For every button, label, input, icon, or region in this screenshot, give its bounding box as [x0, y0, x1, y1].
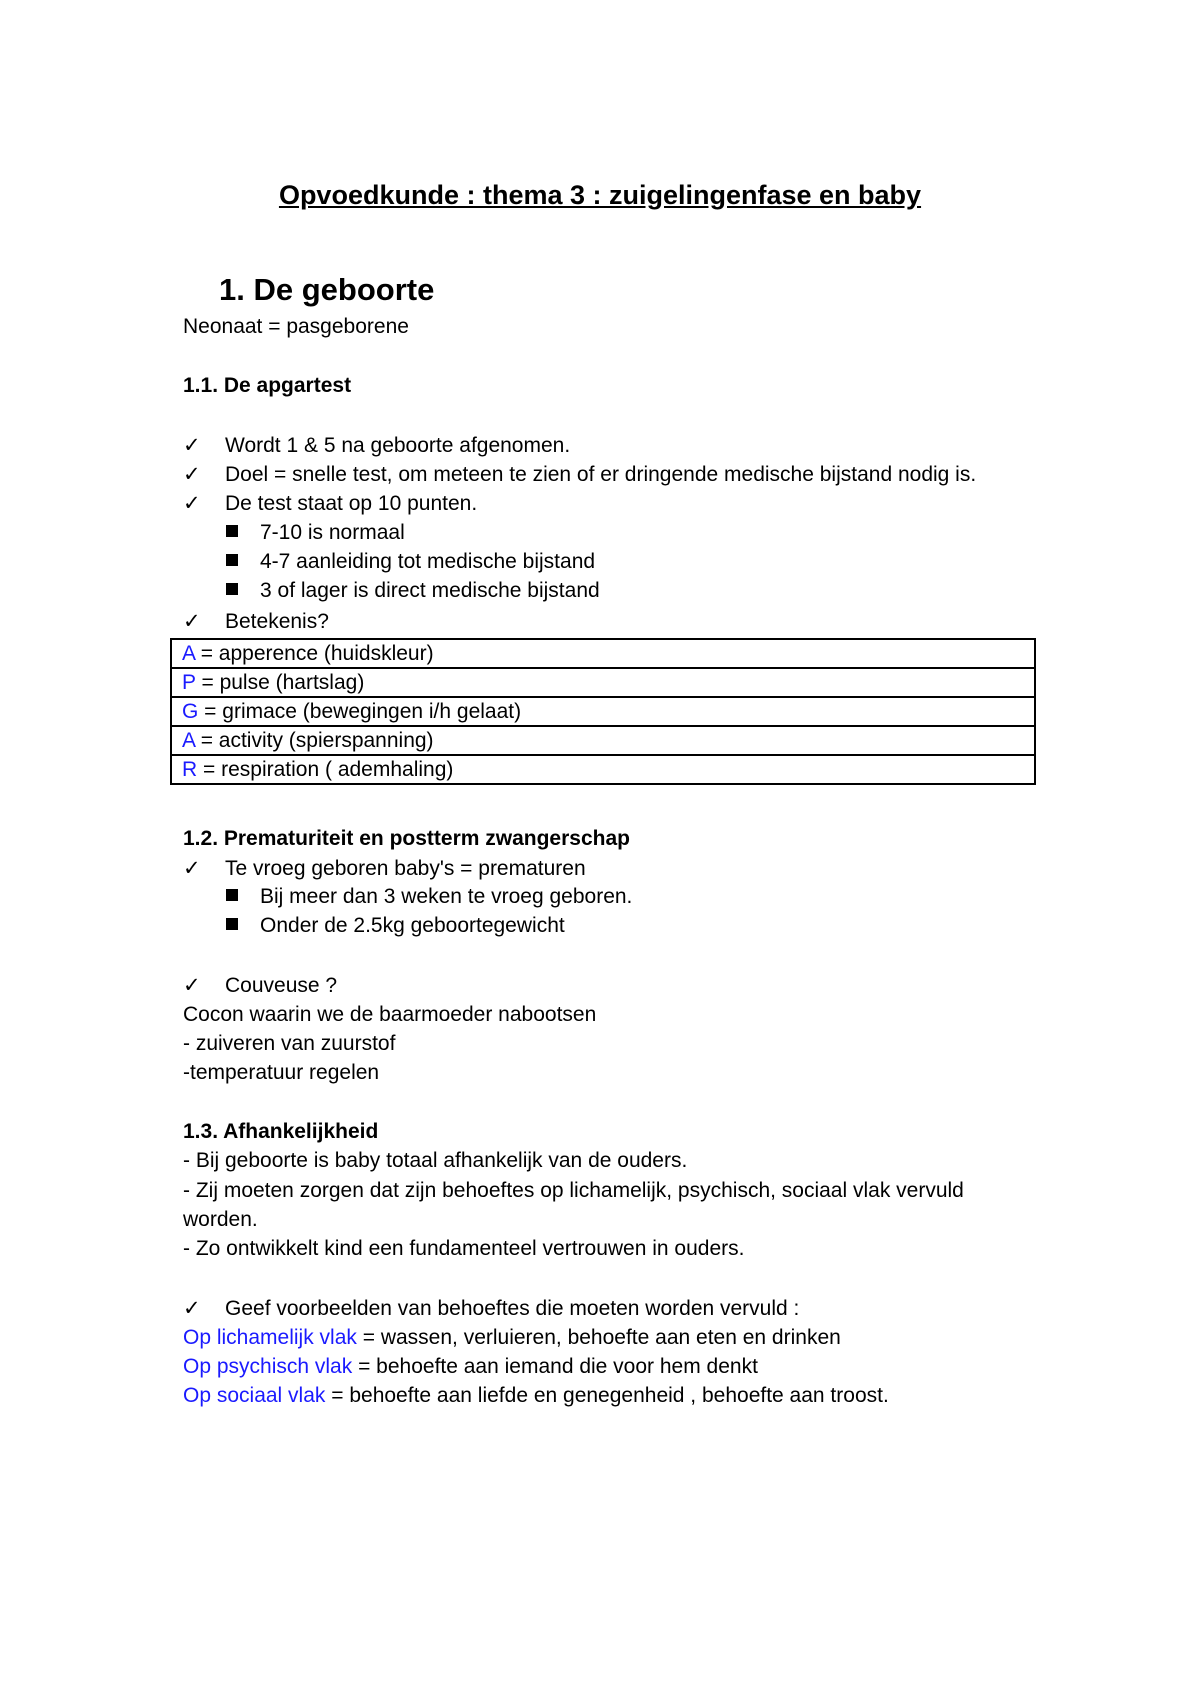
text-line: - Zo ontwikkelt kind een fundamenteel vertrouwen in ouders. — [183, 1237, 745, 1260]
table-cell: G = grimace (bewegingen i/h gelaat) — [171, 697, 1035, 726]
square-bullet-icon — [226, 889, 238, 901]
example-line: Op psychisch vlak = behoefte aan iemand die voor hem denkt — [183, 1355, 758, 1378]
text-line: worden. — [183, 1208, 258, 1231]
heading-1-2: 1.2. Prematuriteit en postterm zwangerschap — [183, 827, 630, 850]
check-icon: ✓ — [183, 492, 201, 515]
check-item: ✓ Te vroeg geboren baby's = prematuren — [183, 857, 586, 880]
check-item: ✓ Couveuse ? — [183, 974, 338, 997]
square-bullet-icon — [226, 525, 238, 537]
table-row — [171, 639, 1035, 668]
square-bullet-icon — [226, 554, 238, 566]
table-row — [171, 668, 1035, 697]
check-item: ✓ De test staat op 10 punten. — [183, 492, 478, 515]
heading-1-1: 1.1. De apgartest — [183, 374, 352, 397]
table-cell: A = activity (spierspanning) — [171, 726, 1035, 755]
check-item: ✓ Geef voorbeelden van behoeftes die moeten worden vervuld : — [183, 1297, 800, 1320]
example-line: Op lichamelijk vlak = wassen, verluieren, behoefte aan eten en drinken — [183, 1326, 841, 1349]
text-line: -temperatuur regelen — [183, 1061, 380, 1084]
text-line: - Zij moeten zorgen dat zijn behoeftes op lichamelijk, psychisch, sociaal vlak vervuld — [183, 1179, 964, 1202]
check-icon: ✓ — [183, 1297, 201, 1320]
square-bullet-item: 4-7 aanleiding tot medische bijstand — [226, 550, 595, 574]
heading-1-3: 1.3. Afhankelijkheid — [183, 1120, 379, 1143]
check-item: ✓ Wordt 1 & 5 na geboorte afgenomen. — [183, 434, 571, 457]
apgar-table — [170, 638, 1036, 785]
table-cell: P = pulse (hartslag) — [171, 668, 1035, 697]
check-icon: ✓ — [183, 610, 201, 633]
square-bullet-item: Onder de 2.5kg geboortegewicht — [226, 914, 565, 938]
check-icon: ✓ — [183, 434, 201, 457]
square-bullet-icon — [226, 918, 238, 930]
document-title: Opvoedkunde : thema 3 : zuigelingenfase en baby — [278, 180, 922, 210]
text-line: - zuiveren van zuurstof — [183, 1032, 396, 1055]
square-bullet-item: 7-10 is normaal — [226, 521, 405, 545]
check-icon: ✓ — [183, 857, 201, 880]
intro-line: Neonaat = pasgeborene — [183, 315, 409, 338]
check-item: ✓ Doel = snelle test, om meteen te zien of er dringende medische bijstand nodig is. — [183, 463, 977, 486]
table-cell: R = respiration ( ademhaling) — [171, 755, 1035, 784]
check-item: ✓ Betekenis? — [183, 610, 329, 633]
square-bullet-item: Bij meer dan 3 weken te vroeg geboren. — [226, 885, 632, 909]
text-line: Cocon waarin we de baarmoeder nabootsen — [183, 1003, 597, 1026]
section-heading-1: 1. De geboorte — [219, 272, 435, 307]
square-bullet-item: 3 of lager is direct medische bijstand — [226, 579, 600, 603]
check-icon: ✓ — [183, 463, 201, 486]
example-line: Op sociaal vlak = behoefte aan liefde en genegenheid , behoefte aan troost. — [183, 1384, 889, 1407]
square-bullet-icon — [226, 583, 238, 595]
text-line: - Bij geboorte is baby totaal afhankelijk van de ouders. — [183, 1149, 688, 1172]
table-row — [171, 726, 1035, 755]
check-icon: ✓ — [183, 974, 201, 997]
table-row — [171, 755, 1035, 784]
table-cell: A = apperence (huidskleur) — [171, 639, 1035, 668]
table-row — [171, 697, 1035, 726]
